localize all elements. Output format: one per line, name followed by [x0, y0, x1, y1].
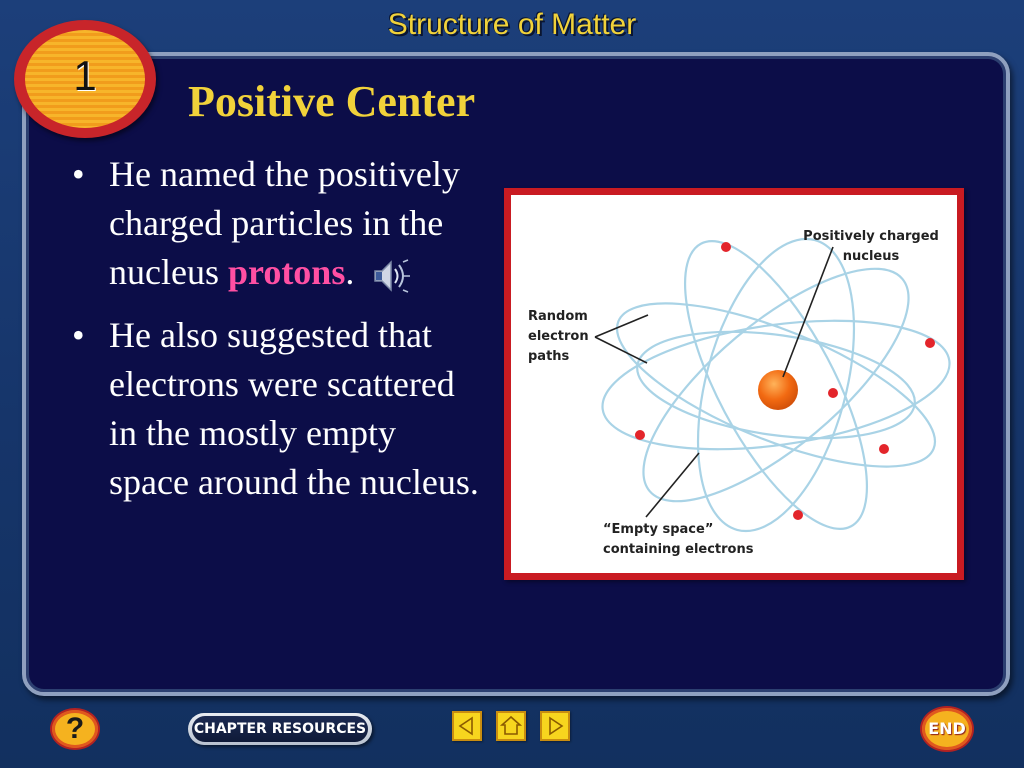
bullet-dot: •	[72, 154, 85, 194]
chapter-resources-button[interactable]: CHAPTER RESOURCES	[188, 713, 372, 745]
triangle-left-icon	[454, 713, 480, 739]
electron	[721, 242, 731, 252]
home-button[interactable]	[496, 711, 526, 741]
bullet-item	[72, 150, 482, 297]
house-icon	[498, 713, 524, 739]
nucleus-label: Positively charged nucleus	[803, 229, 939, 264]
atom-figure	[504, 188, 964, 580]
bullet-item	[72, 311, 482, 507]
chapter-badge	[14, 20, 156, 138]
end-button[interactable]: END	[920, 706, 974, 752]
electron	[635, 430, 645, 440]
electron	[879, 444, 889, 454]
bullet-dot: •	[72, 315, 85, 355]
electron	[793, 510, 803, 520]
bullet-text-end: .	[345, 252, 355, 292]
highlight-word: protons	[227, 252, 346, 292]
bullet-text: He named the positively charged particles in the nucleus	[109, 154, 460, 292]
help-button[interactable]: ?	[50, 708, 100, 750]
chapter-number: 1	[73, 52, 97, 99]
triangle-right-icon	[542, 713, 568, 739]
paths-label: Random electron paths	[528, 309, 589, 364]
space-label: “Empty space” containing electrons	[603, 522, 754, 557]
previous-button[interactable]	[452, 711, 482, 741]
header-title: Structure of Matter	[387, 8, 637, 41]
bullet-text: He also suggested that electrons were scattered in the mostly empty space around the nucleus.	[109, 315, 479, 502]
paths-pointer-line	[595, 315, 648, 337]
nucleus	[758, 370, 798, 410]
next-button[interactable]	[540, 711, 570, 741]
speaker-icon[interactable]	[371, 257, 413, 295]
slide-title: Positive Center	[188, 77, 476, 126]
bullet-list	[72, 150, 482, 521]
electron	[828, 388, 838, 398]
electron	[925, 338, 935, 348]
space-pointer-line	[646, 453, 699, 517]
